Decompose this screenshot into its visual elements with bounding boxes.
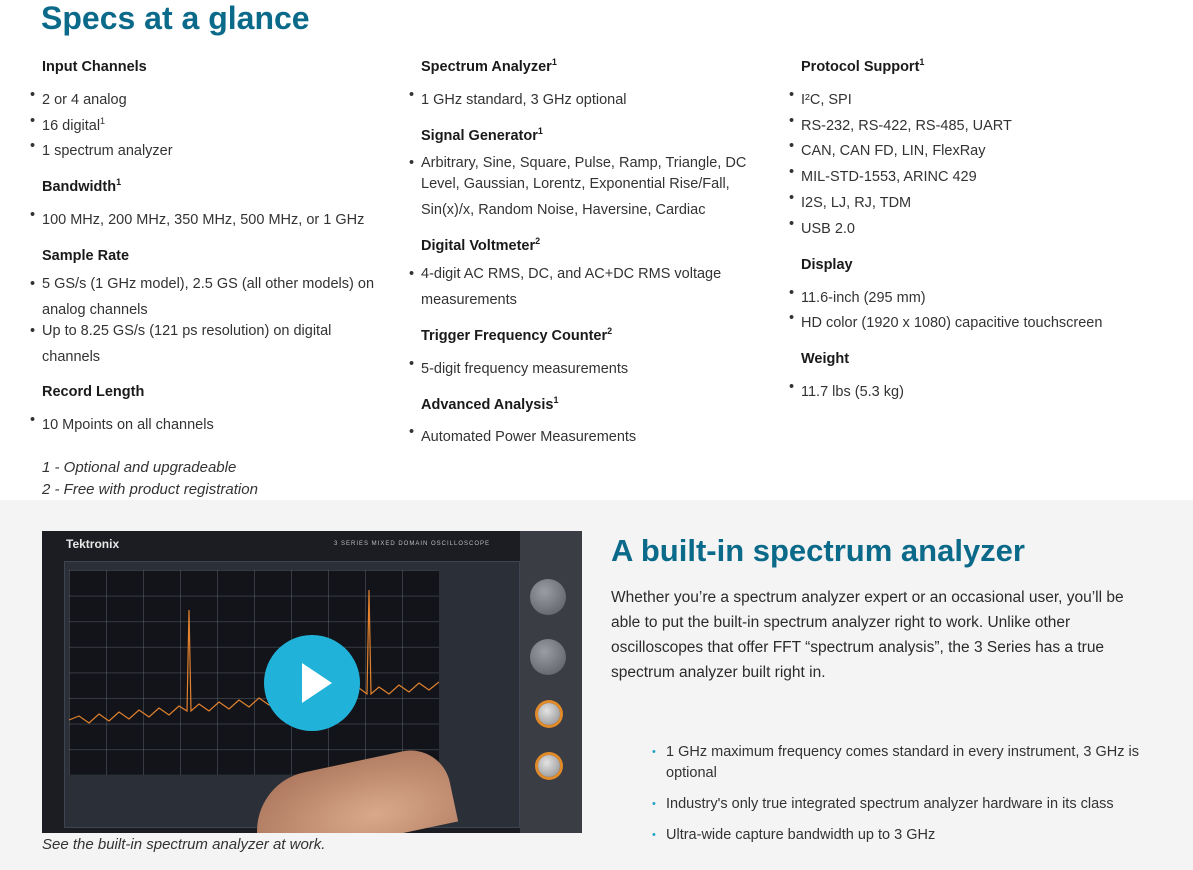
list-item <box>30 85 380 111</box>
spectrum-analyzer-description: Whether you’re a spectrum analyzer expert or an occasional user, you’ll be able to put the built-in spectrum analyzer right to work. Unlike other oscilloscopes that offer FFT “spectrum analysis”, the 3 Series has a true spectrum analyzer built right in. <box>611 589 1124 681</box>
spec-list <box>30 274 380 368</box>
video-caption: See the built-in spectrum analyzer at work. <box>42 836 326 853</box>
spec-heading <box>42 241 380 266</box>
list-item-text: MIL-STD-1553, ARINC 429 <box>801 169 977 186</box>
spec-group <box>30 52 380 162</box>
spec-heading <box>801 52 1139 77</box>
spec-heading-label: Bandwidth <box>42 179 117 196</box>
list-item: • Ultra-wide capture bandwidth up to 3 GHz <box>652 825 1152 846</box>
spec-group <box>789 250 1139 334</box>
spec-heading <box>42 172 380 197</box>
spectrum-analyzer-title: A built-in spectrum analyzer <box>611 533 1025 568</box>
list-item <box>789 85 1139 111</box>
list-item <box>30 410 380 436</box>
spec-group <box>409 121 759 222</box>
knob-icon <box>538 755 560 777</box>
spec-group <box>30 241 380 367</box>
spec-heading <box>421 321 759 346</box>
list-item-text: 11.7 lbs (5.3 kg) <box>801 383 904 400</box>
spec-heading-label: Advanced Analysis <box>421 396 554 413</box>
knob-icon <box>530 639 566 675</box>
spec-list <box>789 283 1139 335</box>
list-item-text: 5 GS/s (1 GHz model), 2.5 GS (all other models) on analog channels <box>42 275 375 318</box>
list-item-text: 11.6-inch (295 mm) <box>801 289 926 306</box>
list-item <box>789 136 1139 162</box>
spec-heading-label: Record Length <box>42 384 145 401</box>
spec-heading <box>421 390 759 415</box>
list-item <box>789 283 1139 309</box>
specs-column-3 <box>789 52 1139 413</box>
spectrum-analyzer-bullets <box>652 742 1152 856</box>
spec-heading-label: Signal Generator <box>421 127 538 144</box>
specs-column-1 <box>30 52 380 446</box>
spec-group <box>30 172 380 231</box>
spec-heading-label: Display <box>801 256 853 273</box>
spec-heading-label: Spectrum Analyzer <box>421 58 552 75</box>
list-item-text: 4-digit AC RMS, DC, and AC+DC RMS voltage measurements <box>421 266 722 308</box>
spec-group <box>409 52 759 111</box>
list-item <box>409 85 759 111</box>
spec-heading <box>421 231 759 256</box>
spec-heading <box>42 52 380 77</box>
list-item-text: 1 spectrum analyzer <box>42 143 173 160</box>
spec-heading <box>801 344 1139 369</box>
footnote-marker: 2 <box>607 325 613 336</box>
list-item: • 1 GHz maximum frequency comes standard in every instrument, 3 GHz is optional <box>652 742 1152 784</box>
spec-heading-label: Input Channels <box>42 58 147 75</box>
list-item-text: CAN, CAN FD, LIN, FlexRay <box>801 143 986 160</box>
list-item <box>789 111 1139 137</box>
list-item-text: HD color (1920 x 1080) capacitive touchscreen <box>801 315 1103 332</box>
spec-group <box>30 377 380 436</box>
spec-group <box>409 321 759 380</box>
video-scope-grid <box>69 570 439 775</box>
footnote-marker: 1 <box>537 125 543 136</box>
spec-list <box>409 422 759 448</box>
list-item-text: 16 digital <box>42 117 101 134</box>
video-scope-model: 3 SERIES MIXED DOMAIN OSCILLOSCOPE <box>334 541 491 547</box>
list-item-text: I2S, LJ, RJ, TDM <box>801 194 912 211</box>
list-item <box>30 111 380 137</box>
video-scope-control-panel <box>520 531 582 833</box>
list-item <box>409 153 759 221</box>
spec-heading <box>801 250 1139 275</box>
video-player[interactable] <box>42 531 582 833</box>
footnote: 1 - Optional and upgradeable <box>42 459 237 476</box>
list-item <box>409 422 759 448</box>
footnote-marker: 2 <box>535 236 541 247</box>
spec-group <box>789 52 1139 240</box>
list-item <box>789 308 1139 334</box>
spec-list <box>30 205 380 231</box>
spec-list <box>789 85 1139 240</box>
spec-heading <box>421 121 759 146</box>
list-item: • Industry's only true integrated spectrum analyzer hardware in its class <box>652 794 1152 815</box>
play-icon[interactable] <box>264 635 360 731</box>
footnote-marker: 1 <box>551 57 557 67</box>
spec-group <box>409 231 759 311</box>
list-item-text: RS-232, RS-422, RS-485, UART <box>801 117 1012 134</box>
spec-list <box>409 85 759 111</box>
spec-group <box>789 344 1139 403</box>
list-item-text: Arbitrary, Sine, Square, Pulse, Ramp, Triangle, DC Level, Gaussian, Lorentz, Exponential Rise/Fall, Sin(x)/x, Random Noise, Haversine, Cardiac <box>421 155 747 219</box>
specs-title: Specs at a glance <box>41 0 310 36</box>
list-item <box>30 321 380 368</box>
knob-icon <box>530 579 566 615</box>
spec-heading-label: Weight <box>801 351 850 368</box>
spec-heading-label: Sample Rate <box>42 247 130 264</box>
video-scope-brand: Tektronix <box>66 537 120 551</box>
list-item <box>789 377 1139 403</box>
list-item <box>30 205 380 231</box>
footnote: 2 - Free with product registration <box>42 481 258 498</box>
spectrum-analyzer-section <box>0 500 1193 870</box>
list-item <box>409 354 759 380</box>
list-item <box>30 274 380 321</box>
knob-icon <box>538 703 560 725</box>
list-item <box>789 162 1139 188</box>
list-item-text: USB 2.0 <box>801 220 855 237</box>
list-item-text: Up to 8.25 GS/s (121 ps resolution) on digital channels <box>42 322 332 365</box>
spectrum-noise-line <box>69 590 439 723</box>
list-item <box>409 264 759 311</box>
footnotes <box>42 457 258 501</box>
spec-list <box>30 85 380 162</box>
list-item <box>30 136 380 162</box>
spec-heading-label: Trigger Frequency Counter <box>421 327 608 344</box>
spec-list <box>409 264 759 311</box>
list-item-text: 1 GHz standard, 3 GHz optional <box>421 91 627 108</box>
spec-heading-label: Digital Voltmeter <box>421 238 536 255</box>
footnote-marker: 1 <box>100 115 106 126</box>
list-item-text: 5-digit frequency measurements <box>421 360 629 377</box>
list-item-text: I²C, SPI <box>801 91 852 108</box>
list-item <box>789 214 1139 240</box>
list-item-text: 100 MHz, 200 MHz, 350 MHz, 500 MHz, or 1 GHz <box>42 211 365 228</box>
footnote-marker: 1 <box>553 394 559 405</box>
spectrum-trace <box>69 570 439 775</box>
spec-heading <box>421 52 759 77</box>
footnote-marker: 1 <box>116 177 122 188</box>
list-item <box>789 188 1139 214</box>
footnote-marker: 1 <box>919 57 925 67</box>
spec-group <box>409 390 759 449</box>
spec-heading-label: Protocol Support <box>801 58 920 75</box>
spec-heading <box>42 377 380 402</box>
spec-list <box>409 153 759 221</box>
list-item-text: Automated Power Measurements <box>421 429 637 446</box>
spec-list <box>30 410 380 436</box>
specs-column-2 <box>409 52 759 458</box>
list-item-text: 10 Mpoints on all channels <box>42 417 214 434</box>
spec-list <box>409 354 759 380</box>
spec-list <box>789 377 1139 403</box>
list-item-text: 2 or 4 analog <box>42 91 127 108</box>
